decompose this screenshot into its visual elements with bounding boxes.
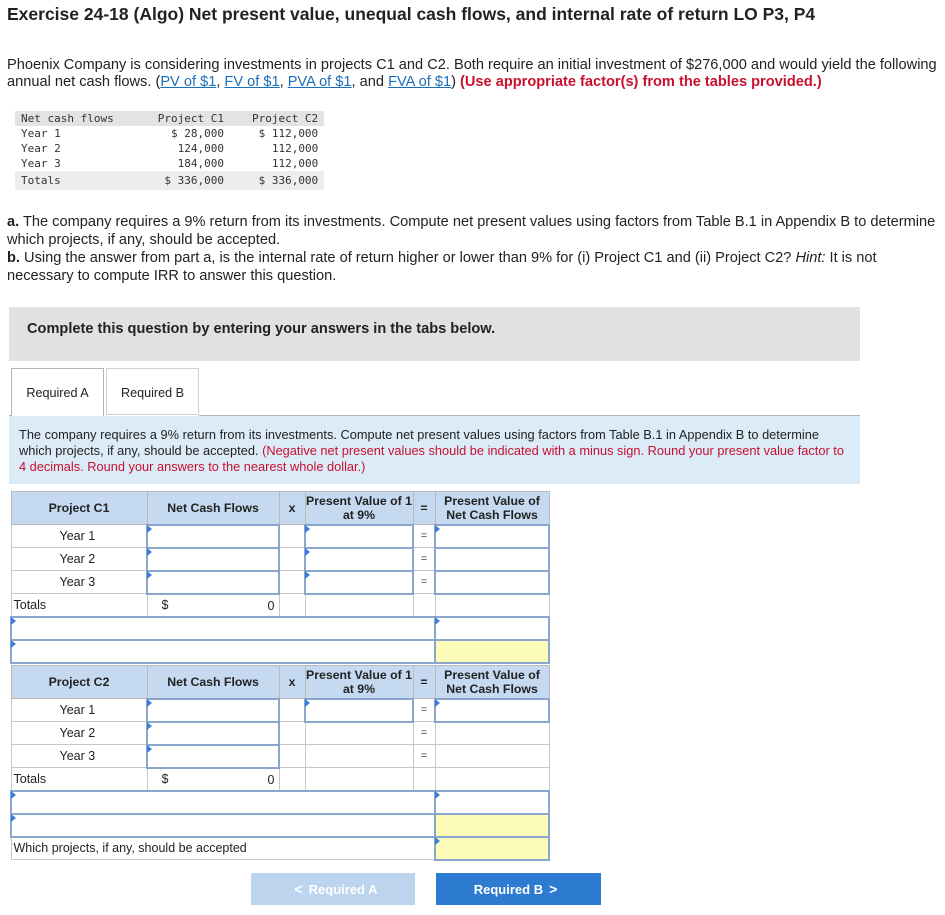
accept-label: Which projects, if any, should be accepted [11,837,435,860]
question-b-label: b. [7,250,20,266]
cf-cell: Year 2 [21,142,61,155]
cf-cell: $ 336,000 [230,171,324,190]
c1-totals-label: Totals [11,594,147,617]
required-a-instructions [9,416,860,484]
input-flag-icon [147,745,152,753]
questions [7,213,942,285]
input-flag-icon [11,814,16,822]
c2-col-net-cash-flows: Net Cash Flows [147,666,279,699]
c2-totals-label: Totals [11,768,147,791]
c1-y3-pv-input[interactable] [435,571,549,594]
hint-text: It is not necessary to compute IRR to answer this question. [7,250,877,284]
c1-npv-label-input[interactable] [11,640,435,663]
c2-amount-row [11,791,549,814]
input-flag-icon [11,640,16,648]
c2-header-row [11,666,549,699]
c1-row-label-input[interactable] [11,617,435,640]
cf-cell: 112,000 [271,142,319,155]
question-b [7,249,942,285]
intro-close-paren: ) [451,74,456,90]
equals-sign: = [413,699,435,722]
c1-year-label: Year 3 [11,571,147,594]
empty-cell [305,768,413,791]
dollar-sign: $ [161,598,169,612]
cf-header: Project C1 [120,111,230,126]
input-flag-icon [11,617,16,625]
input-flag-icon [147,571,152,579]
c1-y1-net-cash-flow-input[interactable] [147,525,279,548]
c2-row-amount-input[interactable] [435,791,549,814]
empty-cell [279,571,305,594]
instructions-text: The company requires a 9% return from its investments. Compute net present values using factors from Table B.1 in Appendix B to determine which projects, if any, should be accepted. [19,427,819,458]
c2-col-pv-cash-flows: Present Value of Net Cash Flows [435,666,549,699]
c1-y3-net-cash-flow-input[interactable] [147,571,279,594]
dollar-sign: $ [161,772,169,786]
tab-required-b[interactable]: Required B [106,368,199,415]
c1-amount-row [11,617,549,640]
instructions-banner: Complete this question by entering your answers in the tabs below. [9,307,860,361]
cash-flow-row [15,156,324,171]
c1-y3-pv-factor-input[interactable] [305,571,413,594]
c1-y1-pv-factor-input[interactable] [305,525,413,548]
cf-cell: 112,000 [271,157,319,170]
input-flag-icon [305,548,310,556]
c1-row-amount-input[interactable] [435,617,549,640]
c1-col-times: x [279,492,305,525]
input-flag-icon [435,525,440,533]
prev-required-a-button[interactable] [251,873,415,905]
instructions-note: (Negative net present values should be indicated with a minus sign. Round your present value factor to 4 decimals. Round your answers to the nearest whole dollar.) [19,443,844,474]
c1-y2-pv-factor-input[interactable] [305,548,413,571]
cf-cell: Year 3 [21,157,61,170]
intro-paragraph: Phoenix Company is considering investments in projects C1 and C2. Both require an initial investment of $276,000 and would yield the following annual net cash flows. (PV of $1, FV of $1, PVA of $1, and FVA of $1) (Use appropriate factor(s) from the tables provided.) [7,57,937,90]
c1-y2-pv-input[interactable] [435,548,549,571]
empty-cell [279,768,305,791]
equals-sign: = [413,571,435,594]
cf-cell: $ 112,000 [258,127,319,140]
cf-cell: 184,000 [177,157,224,170]
c2-npv-label-input[interactable] [11,814,435,837]
c2-col-times: x [279,666,305,699]
cf-cell: $ 28,000 [170,127,224,140]
equals-sign: = [413,548,435,571]
c1-col-project: Project C1 [11,492,147,525]
next-required-b-button[interactable] [436,873,601,905]
c1-npv-row [11,640,549,663]
cash-flow-totals-row [15,171,324,190]
c2-row-year-3 [11,745,549,768]
empty-cell [413,594,435,617]
c2-row-year-1 [11,699,549,722]
cf-cell: Totals [15,171,120,190]
c1-npv-input[interactable] [435,640,549,663]
c1-row-year-2 [11,548,549,571]
link-pv-of-1[interactable]: PV of $1 [160,74,217,90]
input-flag-icon [435,617,440,625]
input-flag-icon [147,525,152,533]
empty-cell [279,699,305,722]
empty-cell [435,722,549,745]
cash-flow-row [15,126,324,141]
intro-and: and [359,74,384,90]
c1-totals-row [11,594,549,617]
cash-flow-row [15,141,324,156]
empty-cell [413,768,435,791]
accept-row [11,837,549,860]
c1-year-label: Year 1 [11,525,147,548]
question-a-text: The company requires a 9% return from its investments. Compute net present values using factors from Table B.1 in Appendix B to determine which projects, if any, should be accepted. [7,214,936,248]
question-b-text: Using the answer from part a, is the internal rate of return higher or lower than 9% for (i) Project C1 and (ii) Project C2? [24,250,792,266]
input-flag-icon [305,571,310,579]
tab-required-a[interactable]: Required A [11,368,104,416]
c1-header-row [11,492,549,525]
empty-cell [435,768,549,791]
cf-cell: Year 1 [21,127,61,140]
chevron-left-icon: < [294,881,303,897]
cf-header: Net cash flows [15,111,120,126]
empty-cell [279,548,305,571]
page-title: Exercise 24-18 (Algo) Net present value, unequal cash flows, and internal rate of return LO P3, P4 [7,4,816,24]
c1-year-label: Year 2 [11,548,147,571]
empty-cell [435,594,549,617]
c2-totals-row [11,768,549,791]
c1-col-equals: = [413,492,435,525]
link-fv-of-1[interactable]: FV of $1 [224,74,280,90]
cash-flow-table [15,111,324,190]
c2-year-label: Year 1 [11,699,147,722]
question-a-label: a. [7,214,20,230]
input-flag-icon [147,699,152,707]
c1-row-year-1 [11,525,549,548]
c2-col-pv-factor: Present Value of 1 at 9% [305,666,413,699]
input-flag-icon [435,837,440,845]
empty-cell [279,594,305,617]
project-c2-table [10,665,550,861]
c1-col-pv-factor: Present Value of 1 at 9% [305,492,413,525]
c2-y3-net-cash-flow-input[interactable] [147,745,279,768]
c1-col-pv-cash-flows: Present Value of Net Cash Flows [435,492,549,525]
c1-row-year-3 [11,571,549,594]
c2-row-year-2 [11,722,549,745]
c1-total-value: 0 [267,598,275,613]
project-c1-table [10,491,550,664]
empty-cell [435,745,549,768]
chevron-right-icon: > [549,881,558,897]
input-flag-icon [147,722,152,730]
equals-sign: = [413,722,435,745]
prev-button-label: Required A [308,882,378,897]
empty-cell [305,594,413,617]
c2-npv-row [11,814,549,837]
input-flag-icon [435,699,440,707]
accept-projects-input[interactable] [435,837,549,860]
c2-npv-input[interactable] [435,814,549,837]
input-flag-icon [305,525,310,533]
c2-y1-pv-input[interactable] [435,699,549,722]
intro-instruction: (Use appropriate factor(s) from the tables provided.) [460,74,822,90]
c2-col-equals: = [413,666,435,699]
c2-total-value: 0 [267,772,275,787]
cf-cell: $ 336,000 [120,171,230,190]
input-flag-icon [11,791,16,799]
question-a [7,213,942,249]
link-fva-of-1[interactable]: FVA of $1 [388,74,452,90]
input-flag-icon [305,699,310,707]
c2-pv-factor-input[interactable] [305,699,413,722]
c1-y2-net-cash-flow-input[interactable] [147,548,279,571]
empty-cell [305,745,413,768]
empty-cell [305,722,413,745]
equals-sign: = [413,745,435,768]
hint-label: Hint: [795,250,826,266]
empty-cell [279,722,305,745]
c2-year-label: Year 3 [11,745,147,768]
cash-flow-header-row [15,111,324,126]
input-flag-icon [435,791,440,799]
equals-sign: = [413,525,435,548]
c1-y1-pv-input[interactable] [435,525,549,548]
c2-row-label-input[interactable] [11,791,435,814]
c1-total-net-cash-flows [147,594,279,617]
c2-year-label: Year 2 [11,722,147,745]
intro-text: Phoenix Company is considering investments in projects C1 and C2. Both require an initial investment of $276,000 and would yield the following annual net cash flows. ( [7,57,937,90]
c1-col-net-cash-flows: Net Cash Flows [147,492,279,525]
empty-cell [279,525,305,548]
next-button-label: Required B [473,882,544,897]
c2-y1-net-cash-flow-input[interactable] [147,699,279,722]
c2-y2-net-cash-flow-input[interactable] [147,722,279,745]
link-pva-of-1[interactable]: PVA of $1 [287,74,352,90]
c2-total-net-cash-flows [147,768,279,791]
empty-cell [279,745,305,768]
c2-col-project: Project C2 [11,666,147,699]
cf-header: Project C2 [230,111,324,126]
cf-cell: 124,000 [177,142,224,155]
input-flag-icon [147,548,152,556]
